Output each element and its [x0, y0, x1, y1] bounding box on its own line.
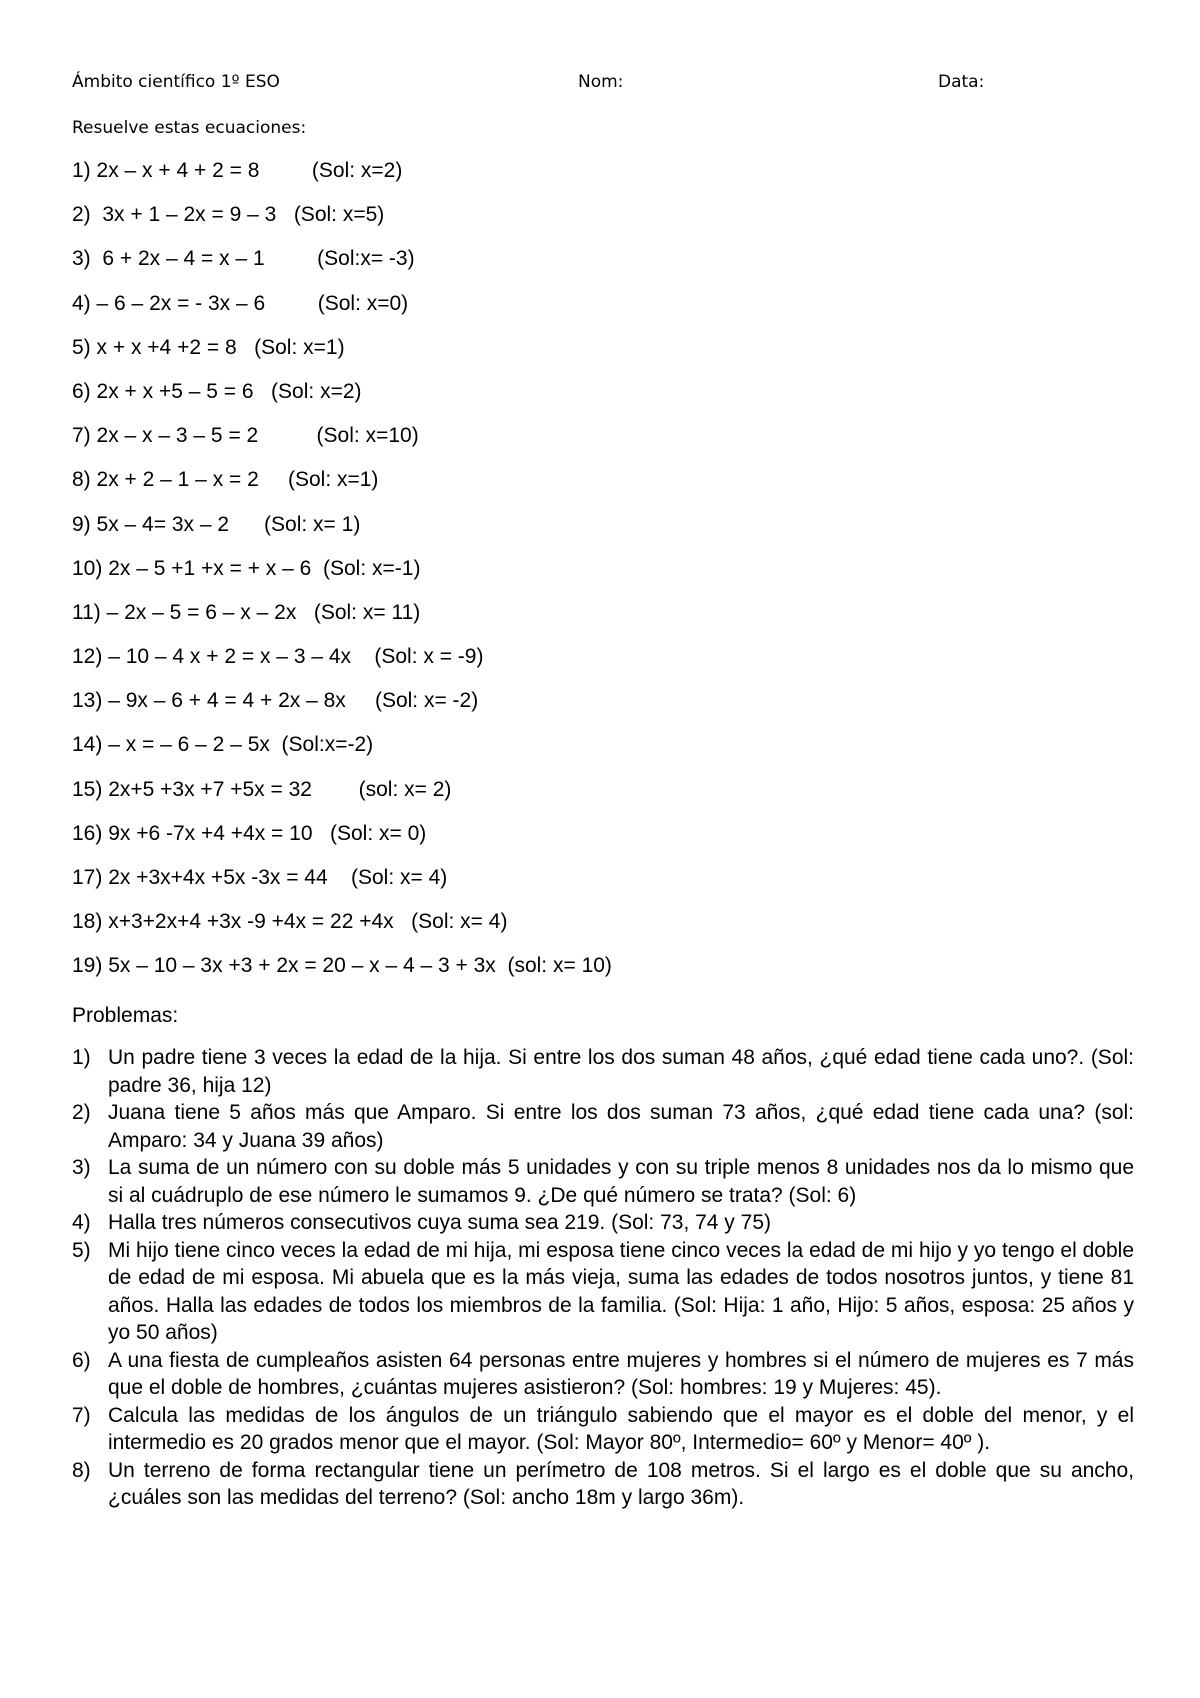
equation-number: 8): [72, 468, 91, 492]
equation-number: 15): [72, 777, 103, 801]
equation-item: [72, 642, 1132, 686]
equation-number: 14): [72, 733, 103, 757]
equation-item: [72, 510, 1132, 554]
problem-number: 7): [72, 1403, 91, 1427]
equation-text: 2x – 5 +1 +x = + x – 6 (Sol: x=-1): [102, 556, 421, 580]
equation-text: 3x + 1 – 2x = 9 – 3 (Sol: x=5): [90, 203, 385, 227]
equation-text: 5x – 10 – 3x +3 + 2x = 20 – x – 4 – 3 + 3x (sol: x= 10): [102, 954, 612, 978]
equation-text: 2x + 2 – 1 – x = 2 (Sol: x=1): [90, 468, 379, 492]
equation-number: 5): [72, 335, 91, 359]
problem-text: Un terreno de forma rectangular tiene un perímetro de 108 metros. Si el largo es el doble que su ancho, ¿cuáles son las medidas del terreno? (Sol: ancho 18m y largo 36m).: [108, 1458, 1134, 1509]
problem-item: [72, 1402, 1134, 1457]
date-label: Data:: [938, 72, 985, 92]
equation-text: 2x – x + 4 + 2 = 8 (Sol: x=2): [90, 159, 403, 182]
problem-item: [72, 1237, 1134, 1347]
problem-number: 6): [72, 1348, 91, 1372]
equation-text: 2x + x +5 – 5 = 6 (Sol: x=2): [90, 379, 362, 403]
equation-item: [72, 819, 1132, 863]
problem-text: La suma de un número con su doble más 5 unidades y con su triple menos 8 unidades nos da lo mismo que si al cuádruplo de ese número le sumamos 9. ¿De qué número se trata? (Sol: 6): [108, 1156, 1134, 1207]
equation-number: 4): [72, 291, 91, 315]
subject-title: Ámbito científico 1º ESO: [72, 72, 280, 92]
problem-text: Halla tres números consecutivos cuya suma sea 219. (Sol: 73, 74 y 75): [108, 1211, 771, 1234]
equation-number: 6): [72, 379, 91, 403]
equation-text: x+3+2x+4 +3x -9 +4x = 22 +4x (Sol: x= 4): [102, 910, 508, 934]
worksheet-header: [72, 72, 1132, 102]
equation-item: [72, 730, 1132, 774]
problem-item: [72, 1154, 1134, 1209]
problem-number: 3): [72, 1156, 91, 1179]
equation-text: 2x+5 +3x +7 +5x = 32 (sol: x= 2): [102, 777, 452, 801]
equation-text: – x = – 6 – 2 – 5x (Sol:x=-2): [102, 733, 374, 757]
equation-text: x + x +4 +2 = 8 (Sol: x=1): [90, 335, 345, 359]
equation-list: [72, 156, 1132, 996]
problem-number: 2): [72, 1101, 91, 1124]
equation-number: 7): [72, 424, 91, 448]
equation-item: [72, 951, 1132, 995]
equation-number: 1): [72, 159, 91, 182]
equation-item: [72, 156, 1132, 200]
problem-item: [72, 1044, 1134, 1099]
problem-number: 1): [72, 1046, 91, 1069]
equation-item: [72, 333, 1132, 377]
name-label: Nom:: [578, 72, 624, 92]
equation-number: 12): [72, 645, 103, 669]
equation-item: [72, 863, 1132, 907]
equation-number: 19): [72, 954, 103, 978]
equation-number: 11): [72, 600, 101, 624]
problem-text: Mi hijo tiene cinco veces la edad de mi hija, mi esposa tiene cinco veces la edad de mi hijo y yo tengo el doble de edad de mi esposa. Mi abuela que es la más vieja, suma las edades de todos nosotros juntos, y tiene 81 años. Halla las edades de todos los miembros de la familia. (Sol: Hija: 1 año, Hijo: 5 años, esposa: 25 años y yo 50 años): [108, 1238, 1134, 1344]
problem-list: [72, 1044, 1134, 1512]
problems-heading: Problemas:: [72, 1004, 179, 1027]
problem-item: [72, 1457, 1134, 1512]
equation-number: 13): [72, 689, 103, 713]
problem-item: [72, 1099, 1134, 1154]
equation-number: 16): [72, 821, 103, 845]
problem-text: A una fiesta de cumpleaños asisten 64 personas entre mujeres y hombres si el número de mujeres es 7 más que el doble de hombres, ¿cuántas mujeres asistieron? (Sol: hombres: 19 y Mujeres: 45).: [108, 1348, 1134, 1399]
equation-text: – 10 – 4 x + 2 = x – 3 – 4x (Sol: x = -9): [102, 645, 484, 669]
problem-text: Juana tiene 5 años más que Amparo. Si entre los dos suman 73 años, ¿qué edad tiene cada una? (sol: Amparo: 34 y Juana 39 años): [108, 1101, 1134, 1152]
problem-text: Un padre tiene 3 veces la edad de la hija. Si entre los dos suman 48 años, ¿qué edad tiene cada uno?. (Sol: padre 36, hija 12): [108, 1046, 1134, 1097]
problem-number: 5): [72, 1238, 91, 1262]
equation-item: [72, 686, 1132, 730]
problem-text: Calcula las medidas de los ángulos de un triángulo sabiendo que el mayor es el doble del menor, y el intermedio es 20 grados menor que el mayor. (Sol: Mayor 80º, Intermedio= 60º y Menor= 40º ).: [108, 1403, 1134, 1454]
equation-item: [72, 289, 1132, 333]
equation-item: [72, 465, 1132, 509]
equation-item: [72, 598, 1132, 642]
equation-text: – 9x – 6 + 4 = 4 + 2x – 8x (Sol: x= -2): [102, 689, 479, 713]
equation-text: – 2x – 5 = 6 – x – 2x (Sol: x= 11): [100, 600, 421, 624]
equation-number: 2): [72, 203, 91, 227]
problem-item: [72, 1209, 1134, 1237]
equation-item: [72, 554, 1132, 598]
equation-item: [72, 775, 1132, 819]
equation-item: [72, 244, 1132, 288]
equation-text: 5x – 4= 3x – 2 (Sol: x= 1): [90, 512, 361, 536]
equation-number: 17): [72, 866, 103, 889]
equation-text: 2x – x – 3 – 5 = 2 (Sol: x=10): [90, 424, 419, 448]
equation-text: 2x +3x+4x +5x -3x = 44 (Sol: x= 4): [102, 866, 448, 889]
problem-item: [72, 1347, 1134, 1402]
equation-item: [72, 377, 1132, 421]
equation-number: 10): [72, 556, 103, 580]
equation-text: 6 + 2x – 4 = x – 1 (Sol:x= -3): [90, 247, 415, 271]
instructions: Resuelve estas ecuaciones:: [72, 118, 307, 138]
problem-number: 4): [72, 1211, 91, 1234]
equation-text: – 6 – 2x = - 3x – 6 (Sol: x=0): [90, 291, 409, 315]
equation-number: 18): [72, 910, 103, 934]
equation-number: 9): [72, 512, 91, 536]
equation-number: 3): [72, 247, 91, 271]
equation-text: 9x +6 -7x +4 +4x = 10 (Sol: x= 0): [102, 821, 427, 845]
problem-number: 8): [72, 1458, 91, 1482]
equation-item: [72, 907, 1132, 951]
equation-item: [72, 421, 1132, 465]
equation-item: [72, 200, 1132, 244]
